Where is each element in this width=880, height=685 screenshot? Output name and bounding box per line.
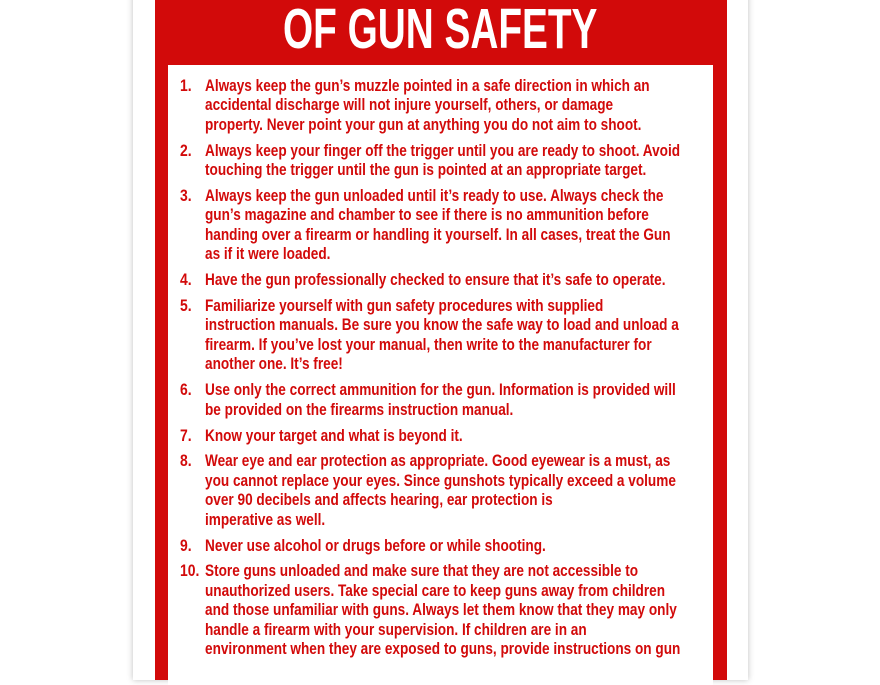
rule-text-line: property. Never point your gun at anything you do not aim to shoot. [205,114,642,134]
rule-text-line: environment when they are exposed to guns, provide instructions on gun [205,639,681,659]
rule-item [180,380,799,419]
rule-item [180,426,799,445]
rule-number: 6. [180,380,192,400]
sign-title-text: OF GUN SAFETY [282,0,598,61]
rule-number: 4. [180,270,192,290]
rule-text-line: Have the gun professionally checked to ensure that it’s safe to operate. [205,270,666,290]
rule-text-line: firearm. If you’ve lost your manual, then write to the manufacturer for [205,334,652,354]
rule-number: 10. [180,561,200,581]
rule-number: 3. [180,186,192,206]
rule-number: 2. [180,140,192,160]
rule-item [180,141,799,180]
rule-item [180,536,799,555]
rule-text-line: handing over a firearm or handling it yourself. In all cases, treat the Gun [205,224,671,244]
rule-item [180,296,799,374]
rules-list [180,76,799,665]
rule-text-line: Use only the correct ammunition for the gun. Information is provided will [205,380,676,400]
rule-item [180,76,799,134]
sign-title [0,0,880,62]
rule-text-line: Never use alcohol or drugs before or while shooting. [205,535,546,555]
rule-text-line: Know your target and what is beyond it. [205,425,463,445]
rule-text-line: Store guns unloaded and make sure that they are not accessible to [205,561,639,581]
rule-text-line: imperative as well. [205,509,326,529]
rule-text-line: Wear eye and ear protection as appropriate. Good eyewear is a must, as [205,451,671,471]
rule-item [180,186,799,264]
rule-text-line: and those unfamiliar with guns. Always let them know that they may only [205,600,677,620]
rule-text-line: be provided on the firearms instruction manual. [205,399,514,419]
rule-text-line: Always keep your finger off the trigger until you are ready to shoot. Avoid [205,140,681,160]
rule-number: 1. [180,76,192,95]
rule-text-line: unauthorized users. Take special care to keep guns away from children [205,580,666,600]
rule-text-line: as if it were loaded. [205,244,331,264]
rule-text-line: you cannot replace your eyes. Since gunshots typically exceed a volume [205,470,676,490]
rule-number: 8. [180,451,192,471]
rule-text-line: Familiarize yourself with gun safety procedures with supplied [205,296,604,316]
rule-text-line: Always keep the gun unloaded until it’s ready to use. Always check the [205,186,664,206]
rule-text-line: another one. It’s free! [205,354,343,374]
rule-text-line: handle a firearm with your supervision. If children are in an [205,619,587,639]
rule-text-line: over 90 decibels and affects hearing, ear protection is [205,490,553,510]
rule-item [180,451,799,529]
rule-number: 5. [180,296,192,316]
rule-number: 7. [180,425,192,445]
rule-text-line: Always keep the gun’s muzzle pointed in a safe direction in which an [205,76,650,95]
rule-item [180,561,799,658]
rule-item [180,270,799,289]
rule-text-line: instruction manuals. Be sure you know the safe way to load and unload a [205,315,679,335]
rule-text-line: accidental discharge will not injure yourself, others, or damage [205,95,614,115]
rule-text-line: gun’s magazine and chamber to see if there is no ammunition before [205,205,649,225]
rule-number: 9. [180,535,192,555]
rule-text-line: touching the trigger until the gun is pointed at an appropriate target. [205,160,647,180]
